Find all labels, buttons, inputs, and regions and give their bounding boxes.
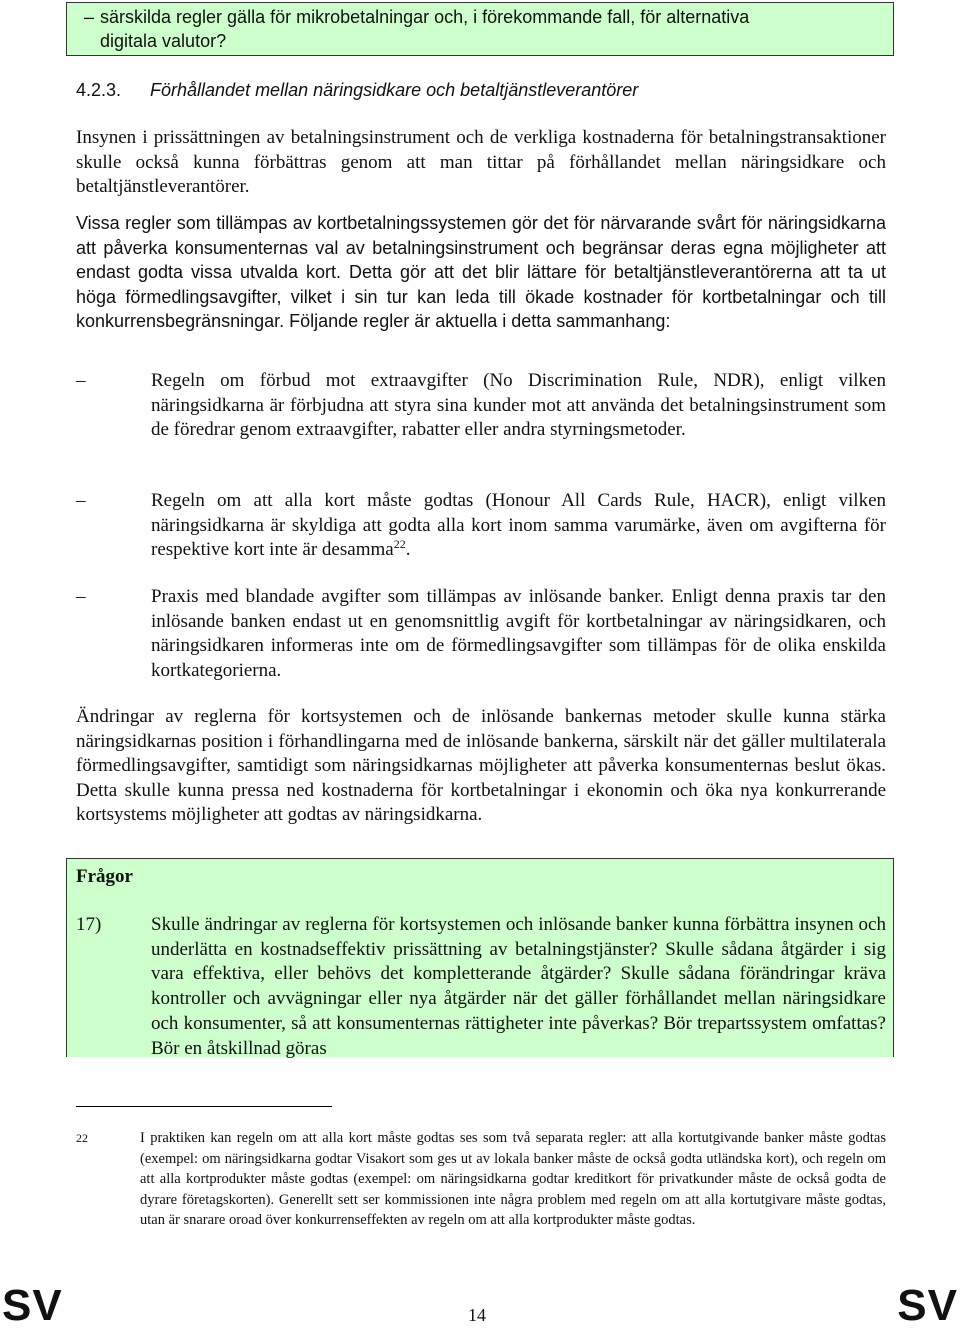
bullet-mark: – [76, 370, 86, 391]
section-title: Förhållandet mellan näringsidkare och betaltjänstleverantörer [150, 80, 639, 100]
question-number: 17) [76, 914, 102, 935]
language-code-right: SV [897, 1281, 958, 1330]
bullet-ndr-text: Regeln om förbud mot extraavgifter (No Discrimination Rule, NDR), enligt vilken näringsidkarna är förbjudna att styra sina kunder mot att använda det betalningsinstrument som de föredrar genom extraavgifter, rabatter eller andra styrningsmetoder. [151, 370, 886, 440]
section-number: 4.2.3. [76, 80, 122, 100]
section-heading [76, 80, 638, 101]
bullet-mark: – [76, 490, 86, 511]
bullet-hacr-text-wrap [151, 489, 886, 563]
questions-heading: Frågor [76, 866, 133, 887]
bullet-hacr-text: Regeln om att alla kort måste godtas (Honour All Cards Rule, HACR), enligt vilken näringsidkarna är skyldiga att godta alla kort inom samma varumärke, även om avgifterna för respektive kort inte är desamma [151, 490, 886, 560]
paragraph-changes: Ändringar av reglerna för kortsystemen och de inlösande bankernas metoder skulle kunna stärka näringsidkarnas position i förhandlingarna med de inlösande bankerna, särskilt när det gäller multilaterala förmedlingsavgifter, samtidigt som näringsidkarnas möjligheter att påverka konsumenternas beslut ökas. Detta skulle kunna pressa ned kostnaderna för kortbetalningar i ekonomin och öka nya konkurrerande kortsystems möjligheter att godtas av näringsidkarna. [76, 706, 886, 825]
language-code-left: SV [2, 1281, 63, 1330]
footnote-divider [76, 1106, 332, 1107]
dash-mark: – [84, 7, 95, 27]
page-number: 14 [468, 1305, 486, 1325]
footnote-ref-22[interactable]: 22 [393, 537, 406, 551]
question-17 [76, 913, 886, 1061]
footnote-text: I praktiken kan regeln om att alla kort måste godtas ses som två separata regler: att alla kortutgivande banker måste godtas (exempel: om näringsidkarna godtar Visakort som ges ut av lokala banker måste de också godta utländska kort), och regeln om att alla kortprodukter måste godtas (exempel: om näringsidkarna godtar kreditkort för privatkunder måste de också godta de dyrare företagskorten). Generellt sett ser kommissionen inte några problem med regeln om att alla kortutgivare måste godtas, utan är snarare oroad över konkurrenseffekten av regeln om att alla kortprodukter måste godtas. [140, 1130, 886, 1228]
footnote-22 [76, 1128, 886, 1231]
footnote-number: 22 [76, 1131, 88, 1145]
previous-question-line2: digitala valutor? [100, 31, 227, 51]
question-text: Skulle ändringar av reglerna för kortsystemen och inlösande banker kunna förbättra insynen och underlätta en kostnadseffektiv prissättning av betalningstjänster? Skulle sådana åtgärder i sig vara effektiva, eller behövs det kompletterande åtgärder? Skulle sådana förändringar kräva kontroller och avvägningar eller nya åtgärder när det gäller förhållandet mellan näringsidkare och konsumenter, så att konsumenternas rättigheter inte påverkas? Bör trepartssystem omfattas? Bör en åtskillnad göras [151, 914, 886, 1059]
bullet-hacr-end: . [405, 539, 411, 560]
previous-question-line1: särskilda regler gälla för mikrobetalningar och, i förekommande fall, för alternativa [100, 7, 750, 27]
bullet-hacr [76, 489, 886, 563]
paragraph-rules: Vissa regler som tillämpas av kortbetalningssystemen gör det för närvarande svårt för näringsidkarna att påverka konsumenternas val av betalningsinstrument och begränsar deras egna möjligheter att endast godta vissa utvalda kort. Detta gör att det blir lättare för betaltjänstleverantörerna att ta ut höga förmedlingsavgifter, vilket i sin tur kan leda till ökade kostnader för kortbetalningar och till konkurrensbegränsningar. Följande regler är aktuella i detta sammanhang: [76, 213, 886, 331]
paragraph-insight: Insynen i prissättningen av betalningsinstrument och de verkliga kostnaderna för betalningstransaktioner skulle också kunna förbättras genom att man tittar på förhållandet mellan näringsidkare och betaltjänstleverantörer. [76, 127, 886, 197]
bullet-ndr [76, 369, 886, 443]
previous-question-text [84, 5, 884, 53]
bullet-blended-text: Praxis med blandade avgifter som tillämpas av inlösande banker. Enligt denna praxis tar den inlösande banken endast ut en genomsnittlig avgift för kortbetalningar av näringsidkaren, och näringsidkaren informeras inte om de förmedlingsavgifter som tillämpas för de olika enskilda kortkategorierna. [151, 586, 886, 681]
bullet-blended-fees [76, 585, 886, 683]
bullet-mark: – [76, 586, 86, 607]
